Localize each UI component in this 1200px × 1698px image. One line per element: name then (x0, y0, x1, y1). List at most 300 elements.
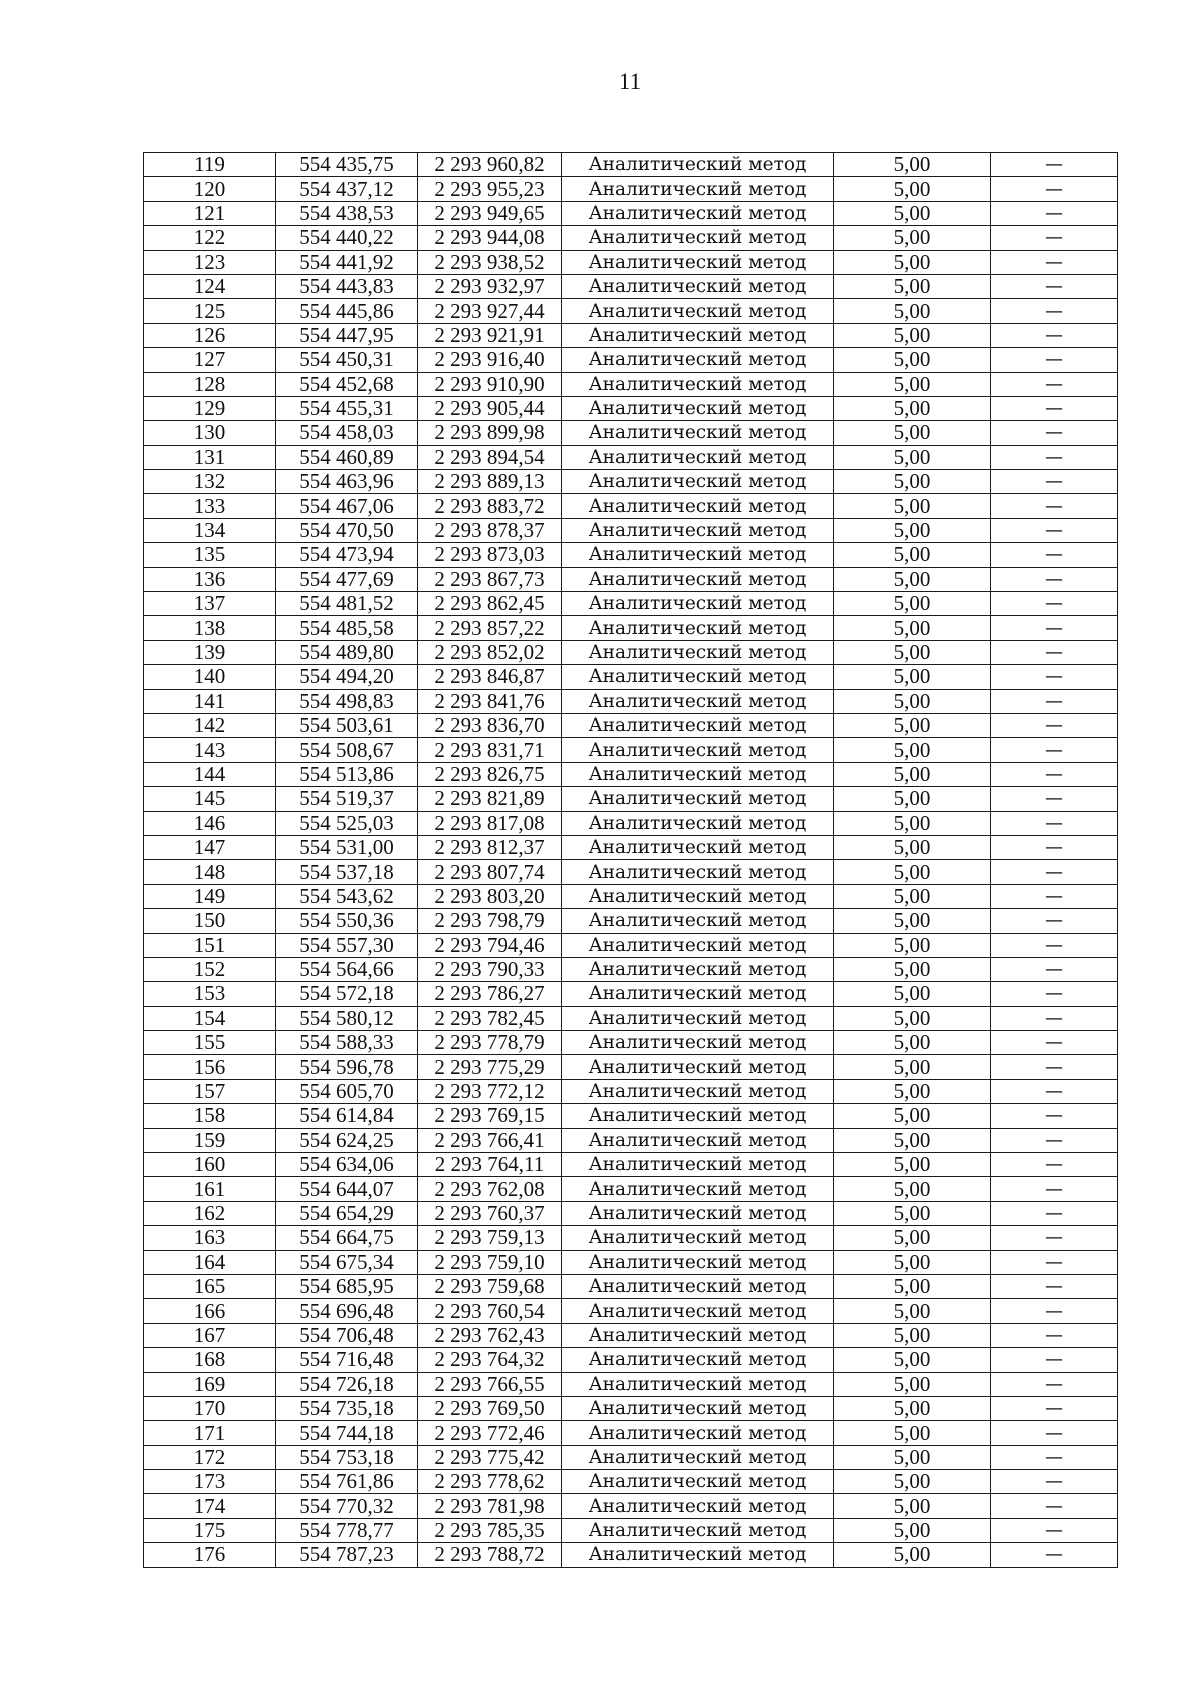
cell-y-coordinate: 2 293 759,68 (418, 1274, 562, 1298)
table-row (144, 1055, 1118, 1079)
cell-y-coordinate: 2 293 932,97 (418, 274, 562, 298)
cell-y-coordinate: 2 293 846,87 (418, 665, 562, 689)
cell-note: — (991, 470, 1118, 494)
table-row (144, 982, 1118, 1006)
coordinates-table-body (144, 153, 1118, 1568)
cell-point-number: 130 (144, 421, 276, 445)
cell-method: Аналитический метод (562, 1055, 834, 1079)
cell-accuracy: 5,00 (834, 909, 991, 933)
cell-y-coordinate: 2 293 831,71 (418, 738, 562, 762)
cell-note: — (991, 1470, 1118, 1494)
cell-note: — (991, 543, 1118, 567)
cell-method: Аналитический метод (562, 1494, 834, 1518)
cell-y-coordinate: 2 293 775,42 (418, 1445, 562, 1469)
cell-method: Аналитический метод (562, 860, 834, 884)
cell-note: — (991, 738, 1118, 762)
cell-method: Аналитический метод (562, 762, 834, 786)
cell-y-coordinate: 2 293 760,37 (418, 1201, 562, 1225)
table-row (144, 348, 1118, 372)
cell-point-number: 161 (144, 1177, 276, 1201)
table-row (144, 445, 1118, 469)
cell-point-number: 152 (144, 957, 276, 981)
cell-note: — (991, 323, 1118, 347)
cell-y-coordinate: 2 293 788,72 (418, 1543, 562, 1567)
table-row (144, 1079, 1118, 1103)
cell-accuracy: 5,00 (834, 1445, 991, 1469)
cell-y-coordinate: 2 293 790,33 (418, 957, 562, 981)
cell-note: — (991, 1518, 1118, 1542)
table-row (144, 1201, 1118, 1225)
cell-point-number: 171 (144, 1421, 276, 1445)
cell-note: — (991, 494, 1118, 518)
table-row (144, 153, 1118, 177)
cell-accuracy: 5,00 (834, 1226, 991, 1250)
table-row (144, 177, 1118, 201)
cell-point-number: 136 (144, 567, 276, 591)
table-row (144, 323, 1118, 347)
cell-method: Аналитический метод (562, 1079, 834, 1103)
cell-note: — (991, 909, 1118, 933)
table-row (144, 274, 1118, 298)
cell-method: Аналитический метод (562, 518, 834, 542)
cell-accuracy: 5,00 (834, 884, 991, 908)
cell-method: Аналитический метод (562, 421, 834, 445)
table-row (144, 470, 1118, 494)
cell-x-coordinate: 554 463,96 (276, 470, 418, 494)
cell-accuracy: 5,00 (834, 1421, 991, 1445)
cell-x-coordinate: 554 485,58 (276, 616, 418, 640)
cell-accuracy: 5,00 (834, 787, 991, 811)
cell-y-coordinate: 2 293 759,10 (418, 1250, 562, 1274)
cell-note: — (991, 348, 1118, 372)
cell-note: — (991, 689, 1118, 713)
cell-note: — (991, 1104, 1118, 1128)
cell-x-coordinate: 554 473,94 (276, 543, 418, 567)
cell-y-coordinate: 2 293 921,91 (418, 323, 562, 347)
cell-note: — (991, 153, 1118, 177)
cell-x-coordinate: 554 675,34 (276, 1250, 418, 1274)
cell-x-coordinate: 554 438,53 (276, 201, 418, 225)
cell-accuracy: 5,00 (834, 421, 991, 445)
cell-accuracy: 5,00 (834, 1153, 991, 1177)
cell-accuracy: 5,00 (834, 835, 991, 859)
cell-point-number: 175 (144, 1518, 276, 1542)
cell-accuracy: 5,00 (834, 1104, 991, 1128)
cell-note: — (991, 665, 1118, 689)
coordinates-table (143, 152, 1118, 1568)
cell-point-number: 122 (144, 226, 276, 250)
cell-x-coordinate: 554 455,31 (276, 396, 418, 420)
cell-accuracy: 5,00 (834, 1079, 991, 1103)
cell-note: — (991, 1177, 1118, 1201)
cell-point-number: 158 (144, 1104, 276, 1128)
cell-point-number: 145 (144, 787, 276, 811)
cell-point-number: 153 (144, 982, 276, 1006)
cell-point-number: 134 (144, 518, 276, 542)
cell-x-coordinate: 554 726,18 (276, 1372, 418, 1396)
cell-y-coordinate: 2 293 781,98 (418, 1494, 562, 1518)
cell-accuracy: 5,00 (834, 982, 991, 1006)
table-row (144, 1543, 1118, 1567)
cell-y-coordinate: 2 293 778,62 (418, 1470, 562, 1494)
cell-point-number: 163 (144, 1226, 276, 1250)
cell-y-coordinate: 2 293 803,20 (418, 884, 562, 908)
cell-y-coordinate: 2 293 944,08 (418, 226, 562, 250)
cell-point-number: 172 (144, 1445, 276, 1469)
table-row (144, 616, 1118, 640)
cell-x-coordinate: 554 605,70 (276, 1079, 418, 1103)
cell-method: Аналитический метод (562, 592, 834, 616)
cell-y-coordinate: 2 293 894,54 (418, 445, 562, 469)
cell-note: — (991, 1128, 1118, 1152)
cell-y-coordinate: 2 293 905,44 (418, 396, 562, 420)
table-row (144, 494, 1118, 518)
cell-x-coordinate: 554 537,18 (276, 860, 418, 884)
table-row (144, 689, 1118, 713)
cell-point-number: 167 (144, 1323, 276, 1347)
cell-note: — (991, 1201, 1118, 1225)
cell-x-coordinate: 554 706,48 (276, 1323, 418, 1347)
cell-y-coordinate: 2 293 817,08 (418, 811, 562, 835)
cell-note: — (991, 567, 1118, 591)
cell-accuracy: 5,00 (834, 811, 991, 835)
cell-accuracy: 5,00 (834, 665, 991, 689)
cell-method: Аналитический метод (562, 1128, 834, 1152)
table-row (144, 226, 1118, 250)
cell-accuracy: 5,00 (834, 226, 991, 250)
cell-note: — (991, 1055, 1118, 1079)
cell-note: — (991, 1299, 1118, 1323)
cell-point-number: 159 (144, 1128, 276, 1152)
cell-note: — (991, 1079, 1118, 1103)
cell-x-coordinate: 554 435,75 (276, 153, 418, 177)
cell-x-coordinate: 554 761,86 (276, 1470, 418, 1494)
cell-note: — (991, 177, 1118, 201)
cell-x-coordinate: 554 634,06 (276, 1153, 418, 1177)
cell-method: Аналитический метод (562, 274, 834, 298)
cell-y-coordinate: 2 293 764,32 (418, 1348, 562, 1372)
cell-x-coordinate: 554 440,22 (276, 226, 418, 250)
cell-method: Аналитический метод (562, 494, 834, 518)
cell-y-coordinate: 2 293 812,37 (418, 835, 562, 859)
cell-accuracy: 5,00 (834, 738, 991, 762)
cell-point-number: 129 (144, 396, 276, 420)
cell-x-coordinate: 554 508,67 (276, 738, 418, 762)
cell-accuracy: 5,00 (834, 518, 991, 542)
cell-y-coordinate: 2 293 798,79 (418, 909, 562, 933)
cell-point-number: 151 (144, 933, 276, 957)
cell-x-coordinate: 554 624,25 (276, 1128, 418, 1152)
cell-point-number: 131 (144, 445, 276, 469)
cell-x-coordinate: 554 735,18 (276, 1396, 418, 1420)
cell-note: — (991, 226, 1118, 250)
cell-point-number: 132 (144, 470, 276, 494)
cell-y-coordinate: 2 293 857,22 (418, 616, 562, 640)
cell-accuracy: 5,00 (834, 494, 991, 518)
table-row (144, 1274, 1118, 1298)
cell-point-number: 162 (144, 1201, 276, 1225)
cell-method: Аналитический метод (562, 177, 834, 201)
cell-accuracy: 5,00 (834, 1201, 991, 1225)
cell-x-coordinate: 554 445,86 (276, 299, 418, 323)
cell-point-number: 127 (144, 348, 276, 372)
cell-accuracy: 5,00 (834, 1518, 991, 1542)
cell-method: Аналитический метод (562, 665, 834, 689)
cell-accuracy: 5,00 (834, 762, 991, 786)
cell-y-coordinate: 2 293 873,03 (418, 543, 562, 567)
cell-method: Аналитический метод (562, 1543, 834, 1567)
cell-note: — (991, 835, 1118, 859)
table-row (144, 1299, 1118, 1323)
cell-note: — (991, 811, 1118, 835)
cell-method: Аналитический метод (562, 299, 834, 323)
table-row (144, 1421, 1118, 1445)
cell-note: — (991, 1226, 1118, 1250)
cell-point-number: 119 (144, 153, 276, 177)
cell-point-number: 139 (144, 640, 276, 664)
cell-note: — (991, 396, 1118, 420)
cell-method: Аналитический метод (562, 372, 834, 396)
cell-method: Аналитический метод (562, 1250, 834, 1274)
cell-note: — (991, 787, 1118, 811)
cell-x-coordinate: 554 467,06 (276, 494, 418, 518)
cell-y-coordinate: 2 293 794,46 (418, 933, 562, 957)
cell-method: Аналитический метод (562, 1153, 834, 1177)
cell-note: — (991, 640, 1118, 664)
cell-method: Аналитический метод (562, 713, 834, 737)
cell-y-coordinate: 2 293 867,73 (418, 567, 562, 591)
table-row (144, 762, 1118, 786)
cell-x-coordinate: 554 452,68 (276, 372, 418, 396)
table-row (144, 421, 1118, 445)
cell-note: — (991, 933, 1118, 957)
cell-note: — (991, 1348, 1118, 1372)
cell-method: Аналитический метод (562, 396, 834, 420)
cell-x-coordinate: 554 447,95 (276, 323, 418, 347)
cell-note: — (991, 274, 1118, 298)
cell-note: — (991, 421, 1118, 445)
cell-note: — (991, 1494, 1118, 1518)
table-row (144, 1518, 1118, 1542)
table-row (144, 1470, 1118, 1494)
cell-x-coordinate: 554 572,18 (276, 982, 418, 1006)
cell-accuracy: 5,00 (834, 567, 991, 591)
cell-y-coordinate: 2 293 760,54 (418, 1299, 562, 1323)
cell-point-number: 165 (144, 1274, 276, 1298)
table-row (144, 1128, 1118, 1152)
cell-accuracy: 5,00 (834, 1396, 991, 1420)
table-row (144, 1153, 1118, 1177)
cell-x-coordinate: 554 443,83 (276, 274, 418, 298)
cell-accuracy: 5,00 (834, 1470, 991, 1494)
cell-method: Аналитический метод (562, 250, 834, 274)
cell-point-number: 126 (144, 323, 276, 347)
cell-x-coordinate: 554 596,78 (276, 1055, 418, 1079)
cell-method: Аналитический метод (562, 616, 834, 640)
cell-y-coordinate: 2 293 878,37 (418, 518, 562, 542)
cell-note: — (991, 299, 1118, 323)
cell-method: Аналитический метод (562, 909, 834, 933)
cell-accuracy: 5,00 (834, 957, 991, 981)
cell-x-coordinate: 554 614,84 (276, 1104, 418, 1128)
cell-method: Аналитический метод (562, 1372, 834, 1396)
cell-method: Аналитический метод (562, 153, 834, 177)
cell-y-coordinate: 2 293 762,43 (418, 1323, 562, 1347)
cell-method: Аналитический метод (562, 1348, 834, 1372)
cell-accuracy: 5,00 (834, 1031, 991, 1055)
table-row (144, 1006, 1118, 1030)
cell-y-coordinate: 2 293 786,27 (418, 982, 562, 1006)
cell-point-number: 168 (144, 1348, 276, 1372)
table-row (144, 1104, 1118, 1128)
cell-point-number: 156 (144, 1055, 276, 1079)
cell-x-coordinate: 554 753,18 (276, 1445, 418, 1469)
cell-accuracy: 5,00 (834, 616, 991, 640)
table-row (144, 1226, 1118, 1250)
cell-x-coordinate: 554 503,61 (276, 713, 418, 737)
cell-method: Аналитический метод (562, 323, 834, 347)
cell-y-coordinate: 2 293 960,82 (418, 153, 562, 177)
cell-accuracy: 5,00 (834, 299, 991, 323)
cell-point-number: 146 (144, 811, 276, 835)
cell-point-number: 149 (144, 884, 276, 908)
cell-x-coordinate: 554 557,30 (276, 933, 418, 957)
cell-y-coordinate: 2 293 955,23 (418, 177, 562, 201)
cell-x-coordinate: 554 564,66 (276, 957, 418, 981)
cell-y-coordinate: 2 293 759,13 (418, 1226, 562, 1250)
table-row (144, 1348, 1118, 1372)
cell-y-coordinate: 2 293 769,50 (418, 1396, 562, 1420)
cell-note: — (991, 1323, 1118, 1347)
cell-y-coordinate: 2 293 775,29 (418, 1055, 562, 1079)
cell-accuracy: 5,00 (834, 1543, 991, 1567)
cell-method: Аналитический метод (562, 1470, 834, 1494)
table-row (144, 811, 1118, 835)
table-row (144, 396, 1118, 420)
cell-x-coordinate: 554 458,03 (276, 421, 418, 445)
cell-y-coordinate: 2 293 883,72 (418, 494, 562, 518)
cell-x-coordinate: 554 685,95 (276, 1274, 418, 1298)
cell-point-number: 166 (144, 1299, 276, 1323)
cell-method: Аналитический метод (562, 1226, 834, 1250)
cell-x-coordinate: 554 696,48 (276, 1299, 418, 1323)
cell-note: — (991, 884, 1118, 908)
cell-method: Аналитический метод (562, 835, 834, 859)
cell-y-coordinate: 2 293 889,13 (418, 470, 562, 494)
cell-note: — (991, 957, 1118, 981)
cell-point-number: 154 (144, 1006, 276, 1030)
cell-note: — (991, 1250, 1118, 1274)
cell-method: Аналитический метод (562, 811, 834, 835)
cell-note: — (991, 201, 1118, 225)
table-row (144, 1396, 1118, 1420)
table-row (144, 787, 1118, 811)
cell-y-coordinate: 2 293 782,45 (418, 1006, 562, 1030)
cell-method: Аналитический метод (562, 1421, 834, 1445)
cell-x-coordinate: 554 770,32 (276, 1494, 418, 1518)
cell-note: — (991, 762, 1118, 786)
table-row (144, 372, 1118, 396)
cell-accuracy: 5,00 (834, 1494, 991, 1518)
cell-accuracy: 5,00 (834, 348, 991, 372)
cell-accuracy: 5,00 (834, 933, 991, 957)
cell-method: Аналитический метод (562, 567, 834, 591)
cell-method: Аналитический метод (562, 982, 834, 1006)
cell-method: Аналитический метод (562, 640, 834, 664)
cell-note: — (991, 1421, 1118, 1445)
cell-point-number: 142 (144, 713, 276, 737)
cell-point-number: 121 (144, 201, 276, 225)
cell-accuracy: 5,00 (834, 372, 991, 396)
cell-accuracy: 5,00 (834, 1006, 991, 1030)
cell-y-coordinate: 2 293 899,98 (418, 421, 562, 445)
cell-method: Аналитический метод (562, 1299, 834, 1323)
cell-y-coordinate: 2 293 836,70 (418, 713, 562, 737)
cell-x-coordinate: 554 525,03 (276, 811, 418, 835)
table-row (144, 543, 1118, 567)
cell-x-coordinate: 554 513,86 (276, 762, 418, 786)
cell-x-coordinate: 554 664,75 (276, 1226, 418, 1250)
cell-y-coordinate: 2 293 841,76 (418, 689, 562, 713)
cell-point-number: 160 (144, 1153, 276, 1177)
page-number: 11 (618, 69, 642, 94)
cell-y-coordinate: 2 293 938,52 (418, 250, 562, 274)
cell-note: — (991, 982, 1118, 1006)
cell-accuracy: 5,00 (834, 323, 991, 347)
cell-accuracy: 5,00 (834, 713, 991, 737)
cell-accuracy: 5,00 (834, 470, 991, 494)
cell-y-coordinate: 2 293 826,75 (418, 762, 562, 786)
cell-note: — (991, 713, 1118, 737)
cell-note: — (991, 250, 1118, 274)
cell-point-number: 148 (144, 860, 276, 884)
cell-point-number: 170 (144, 1396, 276, 1420)
cell-method: Аналитический метод (562, 933, 834, 957)
table-row (144, 738, 1118, 762)
table-row (144, 884, 1118, 908)
cell-point-number: 164 (144, 1250, 276, 1274)
cell-method: Аналитический метод (562, 348, 834, 372)
cell-point-number: 147 (144, 835, 276, 859)
cell-method: Аналитический метод (562, 957, 834, 981)
cell-x-coordinate: 554 531,00 (276, 835, 418, 859)
cell-x-coordinate: 554 441,92 (276, 250, 418, 274)
cell-point-number: 138 (144, 616, 276, 640)
cell-accuracy: 5,00 (834, 250, 991, 274)
cell-method: Аналитический метод (562, 1031, 834, 1055)
cell-method: Аналитический метод (562, 787, 834, 811)
table-row (144, 1250, 1118, 1274)
cell-point-number: 128 (144, 372, 276, 396)
cell-method: Аналитический метод (562, 226, 834, 250)
cell-accuracy: 5,00 (834, 640, 991, 664)
cell-x-coordinate: 554 543,62 (276, 884, 418, 908)
cell-point-number: 144 (144, 762, 276, 786)
cell-note: — (991, 1396, 1118, 1420)
cell-note: — (991, 1031, 1118, 1055)
cell-method: Аналитический метод (562, 1274, 834, 1298)
cell-x-coordinate: 554 550,36 (276, 909, 418, 933)
cell-note: — (991, 616, 1118, 640)
cell-y-coordinate: 2 293 766,55 (418, 1372, 562, 1396)
cell-accuracy: 5,00 (834, 1348, 991, 1372)
cell-point-number: 120 (144, 177, 276, 201)
cell-method: Аналитический метод (562, 689, 834, 713)
cell-x-coordinate: 554 580,12 (276, 1006, 418, 1030)
cell-point-number: 176 (144, 1543, 276, 1567)
table-row (144, 1031, 1118, 1055)
cell-x-coordinate: 554 450,31 (276, 348, 418, 372)
